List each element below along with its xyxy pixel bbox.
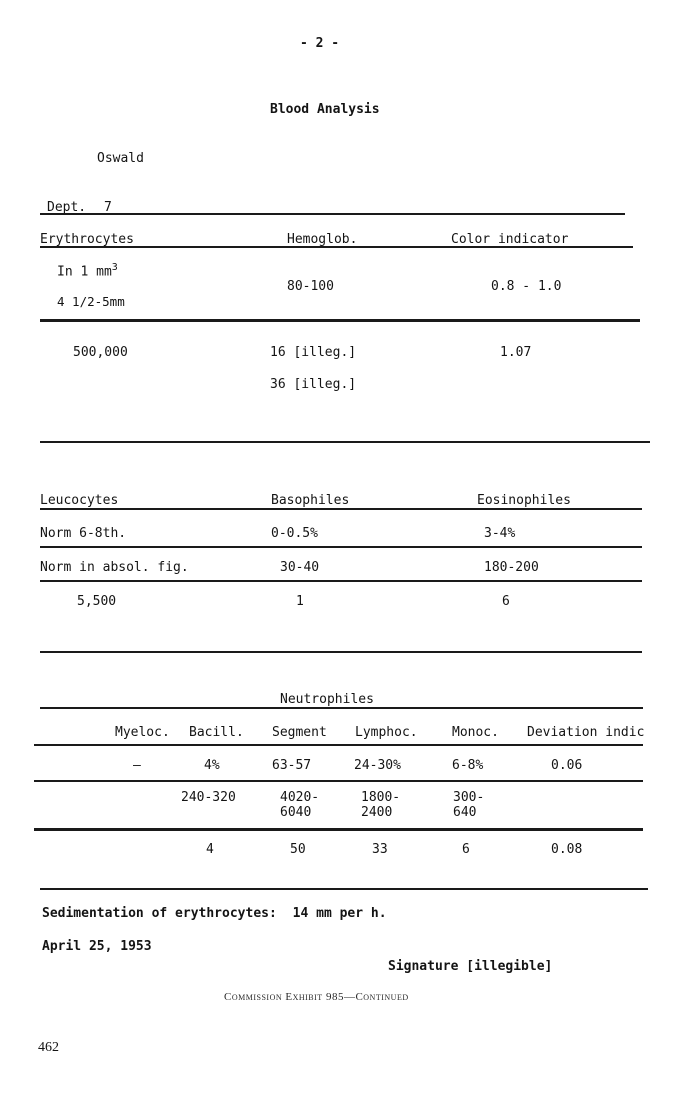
ery-norm-unit: In 1 mm bbox=[57, 264, 112, 280]
ery-header-color-indicator: Color indicator bbox=[451, 232, 569, 247]
leu-row1-rule bbox=[40, 546, 642, 548]
ery-value-hemoglob-2: 36 [illeg.] bbox=[270, 377, 357, 392]
dept-value: 7 bbox=[103, 200, 112, 215]
ery-norm-hemoglob: 80-100 bbox=[287, 279, 334, 294]
report-date: April 25, 1953 bbox=[42, 939, 152, 954]
ery-norm-unit-sup: 3 bbox=[111, 262, 118, 273]
leu-row1-basophiles: 0-0.5% bbox=[271, 526, 318, 541]
ery-header-erythrocytes: Erythrocytes bbox=[40, 232, 134, 247]
ery-value-color: 1.07 bbox=[500, 345, 532, 360]
neu-row3-monoc: 6 bbox=[462, 842, 470, 857]
neu-row1-deviation: 0.06 bbox=[551, 758, 583, 773]
leu-row2-eosinophiles: 180-200 bbox=[484, 560, 539, 575]
neu-header-myeloc: Myeloc. bbox=[115, 725, 170, 740]
leu-row3-eosinophiles: 6 bbox=[502, 594, 510, 609]
document-title: Blood Analysis bbox=[270, 102, 380, 117]
neu-header-bacill: Bacill. bbox=[189, 725, 244, 740]
leu-header-basophiles: Basophiles bbox=[271, 493, 350, 508]
neu-header-lymphoc: Lymphoc. bbox=[355, 725, 418, 740]
leu-header-rule bbox=[40, 508, 642, 510]
ery-value-hemoglob-1: 16 [illeg.] bbox=[270, 345, 357, 360]
ery-header-hemoglob: Hemoglob. bbox=[287, 232, 358, 247]
neu-row3-deviation: 0.08 bbox=[551, 842, 583, 857]
neu-row2-lymphoc: 1800- 2400 bbox=[361, 790, 401, 820]
neu-row1-segment: 63-57 bbox=[272, 758, 312, 773]
neu-row2-segment: 4020- 6040 bbox=[280, 790, 320, 820]
signature: Signature [illegible] bbox=[388, 959, 553, 974]
dept-underline bbox=[40, 213, 625, 215]
ery-norm-label-2: 4 1/2-5mm bbox=[57, 294, 125, 309]
sedimentation-line bbox=[42, 906, 387, 921]
neu-row1-rule bbox=[34, 780, 643, 782]
neu-title-rule bbox=[40, 707, 643, 709]
ery-norm-color: 0.8 - 1.0 bbox=[491, 279, 562, 294]
exhibit-caption: Commission Exhibit 985—Continued bbox=[224, 991, 409, 1003]
leu-header-eosinophiles: Eosinophiles bbox=[477, 493, 571, 508]
leu-header-leucocytes: Leucocytes bbox=[40, 493, 119, 508]
neu-row1-bacill: 4% bbox=[204, 758, 220, 773]
neu-row3-bacill: 4 bbox=[206, 842, 214, 857]
neu-section-end-rule bbox=[40, 888, 648, 890]
ery-value-count: 500,000 bbox=[73, 345, 128, 360]
neu-row3-segment: 50 bbox=[290, 842, 306, 857]
neu-row3-lymphoc: 33 bbox=[372, 842, 388, 857]
patient-name: Oswald bbox=[97, 151, 144, 166]
leu-row3-count: 5,500 bbox=[77, 594, 117, 609]
leu-section-end-rule bbox=[40, 651, 642, 653]
neu-row1-lymphoc: 24-30% bbox=[354, 758, 401, 773]
page-number: - 2 - bbox=[300, 36, 340, 51]
neu-header-rule bbox=[34, 744, 643, 746]
neu-row2-monoc: 300- 640 bbox=[453, 790, 485, 820]
ery-norm-rule bbox=[40, 319, 640, 322]
ery-section-end-rule bbox=[40, 441, 650, 443]
leu-row3-basophiles: 1 bbox=[296, 594, 304, 609]
sedimentation-label: Sedimentation of erythrocytes: bbox=[42, 906, 277, 921]
neu-row2-rule bbox=[34, 828, 643, 831]
sedimentation-value: 14 mm per h. bbox=[292, 906, 387, 921]
ery-header-rule bbox=[40, 246, 633, 248]
leu-row2-label: Norm in absol. fig. bbox=[40, 560, 189, 575]
dept-label: Dept. bbox=[47, 200, 87, 215]
neu-row1-myeloc: — bbox=[133, 758, 141, 773]
neu-header-deviation: Deviation indic bbox=[527, 725, 645, 740]
neu-header-monoc: Monoc. bbox=[452, 725, 499, 740]
leu-row2-rule bbox=[40, 580, 642, 582]
neu-title: Neutrophiles bbox=[280, 692, 374, 707]
neu-row1-monoc: 6-8% bbox=[452, 758, 484, 773]
leu-row1-eosinophiles: 3-4% bbox=[484, 526, 516, 541]
leu-row1-label: Norm 6-8th. bbox=[40, 526, 127, 541]
neu-row2-bacill: 240-320 bbox=[181, 790, 236, 805]
folio-number: 462 bbox=[38, 1040, 59, 1055]
neu-header-segment: Segment bbox=[272, 725, 327, 740]
ery-norm-label-1 bbox=[57, 262, 118, 279]
leu-row2-basophiles: 30-40 bbox=[280, 560, 320, 575]
